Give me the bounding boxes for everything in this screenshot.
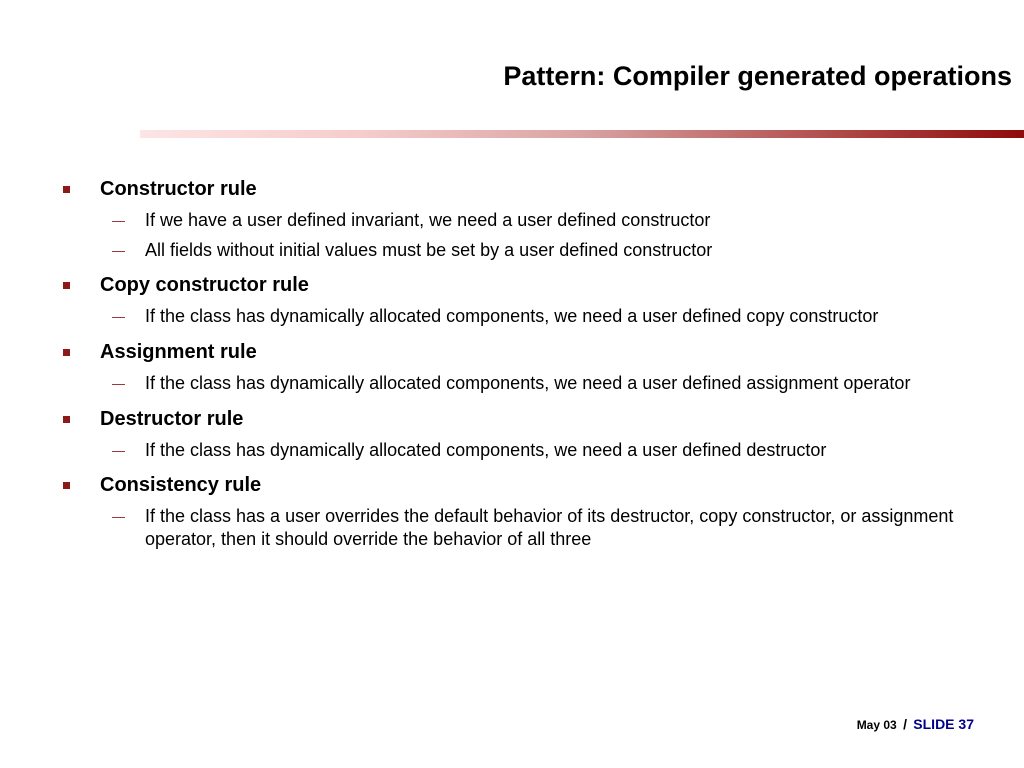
- square-bullet-icon: [63, 416, 70, 423]
- rule-heading-assignment: [60, 340, 980, 365]
- slide-content: [60, 177, 980, 551]
- rule-point: [60, 239, 990, 262]
- slide-title: Pattern: Compiler generated operations: [503, 61, 1012, 91]
- rule-point: [60, 209, 990, 232]
- square-bullet-icon: [63, 482, 70, 489]
- square-bullet-icon: [63, 282, 70, 289]
- footer-date: May 03: [856, 718, 897, 732]
- dash-bullet-icon: —: [112, 509, 125, 524]
- rule-heading-constructor: [60, 177, 980, 202]
- footer-separator: /: [903, 716, 907, 732]
- rule-heading-label: Copy constructor rule: [100, 274, 309, 296]
- rule-point: [60, 439, 990, 462]
- rule-heading-copy-constructor: [60, 273, 980, 298]
- title-gradient-rule: [140, 130, 1024, 138]
- rule-point: [60, 305, 990, 328]
- rule-point: [60, 372, 990, 395]
- dash-bullet-icon: —: [112, 376, 125, 391]
- slide-number: SLIDE 37: [913, 716, 974, 732]
- rule-point-text: All fields without initial values must be set by a user defined constructor: [145, 240, 713, 260]
- rule-heading-label: Constructor rule: [100, 178, 257, 200]
- dash-bullet-icon: —: [112, 213, 125, 228]
- rule-point-text: If the class has a user overrides the default behavior of its destructor, copy constructor, or assignment operator, then it should override the behavior of all three: [145, 506, 954, 549]
- rule-point-text: If the class has dynamically allocated components, we need a user defined assignment operator: [145, 373, 911, 393]
- rule-heading-label: Destructor rule: [100, 408, 244, 430]
- dash-bullet-icon: —: [112, 309, 125, 324]
- dash-bullet-icon: —: [112, 243, 125, 258]
- square-bullet-icon: [63, 349, 70, 356]
- square-bullet-icon: [63, 186, 70, 193]
- rule-point-text: If the class has dynamically allocated components, we need a user defined destructor: [145, 440, 827, 460]
- rule-point-text: If the class has dynamically allocated components, we need a user defined copy constructor: [145, 306, 879, 326]
- rule-heading-consistency: [60, 473, 980, 498]
- rule-point-text: If we have a user defined invariant, we need a user defined constructor: [145, 210, 711, 230]
- rule-point: [60, 505, 990, 551]
- slide-footer: [857, 716, 974, 732]
- rule-heading-label: Assignment rule: [100, 341, 257, 363]
- rule-heading-destructor: [60, 407, 980, 432]
- dash-bullet-icon: —: [112, 443, 125, 458]
- rule-heading-label: Consistency rule: [100, 474, 262, 496]
